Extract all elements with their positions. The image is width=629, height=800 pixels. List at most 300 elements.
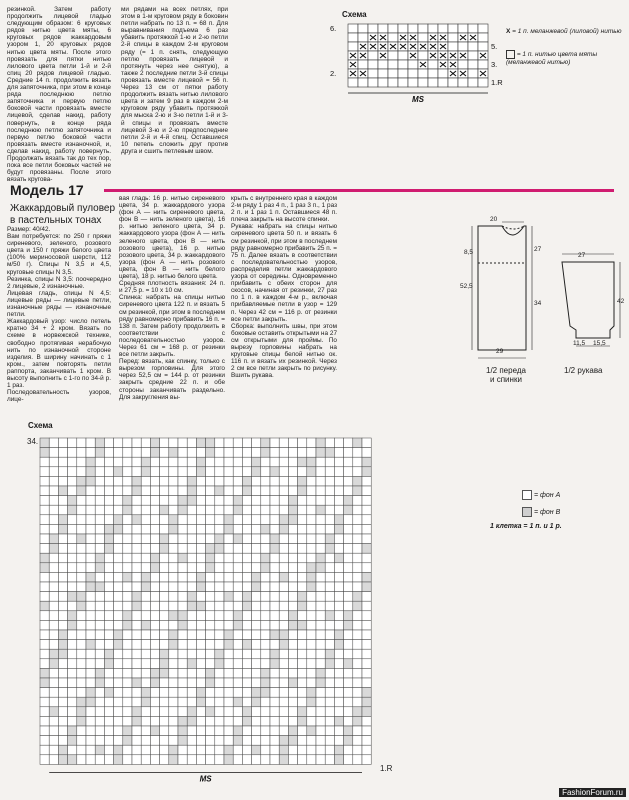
jacquard-cell: [123, 534, 132, 544]
jacquard-cell: [68, 640, 77, 650]
jacquard-cell: [49, 448, 58, 458]
jacquard-cell: [104, 505, 113, 515]
jacquard-cell: [40, 544, 49, 554]
jacquard-cell: [307, 736, 316, 746]
jacquard-cell: [242, 448, 251, 458]
front-back-caption: 1/2 переда и спинки: [486, 366, 526, 384]
jacquard-cell: [77, 467, 86, 477]
jacquard-cell: [353, 438, 362, 448]
jacquard-cell: [178, 697, 187, 707]
top-scheme-cell: [388, 24, 398, 33]
jacquard-cell: [334, 563, 343, 573]
jacquard-cell: [169, 467, 178, 477]
jacquard-cell: [334, 659, 343, 669]
jacquard-cell: [40, 496, 49, 506]
jacquard-cell: [279, 582, 288, 592]
jacquard-cell: [334, 668, 343, 678]
jacquard-cell: [316, 544, 325, 554]
jacquard-cell: [288, 649, 297, 659]
jacquard-cell: [325, 601, 334, 611]
jacquard-cell: [288, 592, 297, 602]
top-scheme-cell: [398, 78, 408, 87]
jacquard-cell: [150, 649, 159, 659]
jacquard-cell: [233, 659, 242, 669]
jacquard-cell: [104, 688, 113, 698]
jacquard-cell: [288, 534, 297, 544]
jacquard-cell: [288, 630, 297, 640]
jacquard-cell: [270, 678, 279, 688]
jacquard-cell: [353, 496, 362, 506]
top-scheme-cell: [448, 24, 458, 33]
jacquard-cell: [141, 496, 150, 506]
jacquard-cell: [86, 707, 95, 717]
jacquard-cell: [178, 745, 187, 755]
jacquard-cell: [298, 515, 307, 525]
jacquard-cell: [316, 572, 325, 582]
jacquard-cell: [160, 601, 169, 611]
jacquard-cell: [58, 688, 67, 698]
jacquard-cell: [334, 515, 343, 525]
jacquard-cell: [160, 524, 169, 534]
jacquard-cell: [270, 524, 279, 534]
jacquard-cell: [307, 534, 316, 544]
jacquard-cell: [77, 726, 86, 736]
jacquard-cell: [252, 640, 261, 650]
jacquard-cell: [362, 505, 371, 515]
top-scheme-cell: [358, 78, 368, 87]
jacquard-cell: [150, 745, 159, 755]
jacquard-cell: [288, 544, 297, 554]
jacquard-cell: [169, 640, 178, 650]
jacquard-cell: [141, 467, 150, 477]
jacquard-cell: [187, 448, 196, 458]
jacquard-cell: [40, 515, 49, 525]
jacquard-cell: [224, 688, 233, 698]
jacquard-cell: [288, 457, 297, 467]
jacquard-cell: [187, 678, 196, 688]
jacquard-cell: [114, 688, 123, 698]
jacquard-cell: [58, 438, 67, 448]
jacquard-cell: [68, 745, 77, 755]
x-symbol-icon: X: [506, 28, 511, 35]
jacquard-cell: [362, 592, 371, 602]
jacquard-cell: [86, 736, 95, 746]
jacquard-cell: [58, 563, 67, 573]
jacquard-cell: [141, 678, 150, 688]
jacquard-cell: [95, 688, 104, 698]
jacquard-cell: [215, 563, 224, 573]
jacquard-cell: [270, 716, 279, 726]
jacquard-cell: [40, 467, 49, 477]
jacquard-cell: [141, 505, 150, 515]
jacquard-cell: [307, 563, 316, 573]
jacquard-cell: [123, 716, 132, 726]
jacquard-cell: [279, 496, 288, 506]
jacquard-cell: [362, 438, 371, 448]
jacquard-cell: [160, 697, 169, 707]
jacquard-cell: [77, 563, 86, 573]
jacquard-cell: [261, 736, 270, 746]
jacquard-cell: [298, 726, 307, 736]
jacquard-cell: [233, 755, 242, 765]
jacquard-cell: [206, 601, 215, 611]
jacquard-cell: [150, 620, 159, 630]
jacquard-cell: [270, 601, 279, 611]
jacquard-cell: [123, 688, 132, 698]
jacquard-cell: [242, 524, 251, 534]
jacquard-cell: [187, 438, 196, 448]
jacquard-cell: [233, 716, 242, 726]
jacquard-cell: [334, 726, 343, 736]
jacquard-cell: [307, 755, 316, 765]
jacquard-cell: [40, 659, 49, 669]
jacquard-cell: [141, 659, 150, 669]
jacquard-cell: [242, 736, 251, 746]
jacquard-cell: [307, 582, 316, 592]
jacquard-cell: [95, 534, 104, 544]
top-scheme-cell: [468, 51, 478, 60]
jacquard-cell: [344, 726, 353, 736]
jacquard-cell: [123, 553, 132, 563]
jacquard-cell: [344, 707, 353, 717]
jacquard-cell: [353, 563, 362, 573]
jacquard-cell: [178, 563, 187, 573]
jacquard-cell: [178, 534, 187, 544]
jacquard-cell: [49, 659, 58, 669]
jacquard-cell: [77, 697, 86, 707]
jacquard-cell: [353, 688, 362, 698]
jacquard-cell: [187, 582, 196, 592]
jacquard-cell: [344, 448, 353, 458]
top-scheme-cell: [478, 78, 488, 87]
jacquard-cell: [344, 697, 353, 707]
jacquard-cell: [77, 448, 86, 458]
jacquard-cell: [252, 630, 261, 640]
jacquard-cell: [242, 755, 251, 765]
jacquard-cell: [298, 544, 307, 554]
jacquard-cell: [307, 467, 316, 477]
legend-cell: 1 клетка = 1 п. и 1 р.: [490, 523, 562, 530]
top-scheme-cell: [458, 24, 468, 33]
jacquard-cell: [261, 438, 270, 448]
jacquard-cell: [206, 716, 215, 726]
jacquard-cell: [114, 668, 123, 678]
jacquard-cell: [86, 563, 95, 573]
jacquard-cell: [95, 745, 104, 755]
jacquard-cell: [114, 755, 123, 765]
jacquard-cell: [132, 697, 141, 707]
jacquard-cell: [104, 620, 113, 630]
jacquard-cell: [353, 457, 362, 467]
jacquard-cell: [252, 572, 261, 582]
jacquard-cell: [224, 496, 233, 506]
jacquard-cell: [206, 476, 215, 486]
jacquard-cell: [104, 438, 113, 448]
jacquard-cell: [233, 553, 242, 563]
jacquard-cell: [344, 736, 353, 746]
top-legend-x-text: = 1 п. меланжевой (лиловой) нитью: [512, 28, 622, 35]
jacquard-cell: [196, 668, 205, 678]
jacquard-cell: [160, 659, 169, 669]
jacquard-cell: [123, 496, 132, 506]
jacquard-cell: [196, 515, 205, 525]
jacquard-cell: [95, 592, 104, 602]
jacquard-cell: [104, 496, 113, 506]
jacquard-cell: [95, 496, 104, 506]
jacquard-cell: [169, 457, 178, 467]
jacquard-cell: [233, 668, 242, 678]
jacquard-cell: [58, 544, 67, 554]
jacquard-cell: [316, 611, 325, 621]
jacquard-cell: [160, 688, 169, 698]
jacquard-cell: [298, 640, 307, 650]
jacquard-cell: [334, 486, 343, 496]
jacquard-cell: [362, 582, 371, 592]
jacquard-cell: [49, 476, 58, 486]
top-scheme-cell: [468, 42, 478, 51]
jacquard-cell: [150, 496, 159, 506]
jacquard-cell: [261, 755, 270, 765]
top-scheme-row-label: 2.: [330, 69, 337, 78]
jacquard-cell: [178, 467, 187, 477]
jacquard-cell: [362, 448, 371, 458]
jacquard-cell: [224, 649, 233, 659]
jacquard-cell: [132, 563, 141, 573]
jacquard-cell: [132, 534, 141, 544]
jacquard-cell: [114, 582, 123, 592]
jacquard-cell: [178, 496, 187, 506]
dim-width: 29: [496, 348, 504, 355]
jacquard-cell: [150, 640, 159, 650]
jacquard-cell: [49, 496, 58, 506]
jacquard-cell: [40, 486, 49, 496]
jacquard-cell: [252, 438, 261, 448]
jacquard-cell: [353, 668, 362, 678]
bottom-row-bottom: 1.R: [380, 764, 393, 773]
jacquard-cell: [150, 476, 159, 486]
jacquard-cell: [178, 601, 187, 611]
jacquard-cell: [325, 611, 334, 621]
sleeve-dim-cuff-a: 11,5: [573, 340, 586, 347]
jacquard-cell: [77, 534, 86, 544]
jacquard-cell: [178, 640, 187, 650]
jacquard-cell: [270, 620, 279, 630]
jacquard-cell: [169, 553, 178, 563]
jacquard-cell: [95, 448, 104, 458]
jacquard-cell: [114, 524, 123, 534]
jacquard-cell: [68, 572, 77, 582]
jacquard-cell: [169, 726, 178, 736]
jacquard-cell: [215, 601, 224, 611]
jacquard-cell: [114, 601, 123, 611]
jacquard-cell: [160, 745, 169, 755]
jacquard-cell: [316, 563, 325, 573]
jacquard-cell: [77, 611, 86, 621]
jacquard-cell: [196, 649, 205, 659]
jacquard-cell: [68, 457, 77, 467]
top-legend-x: [506, 28, 624, 35]
top-scheme-cell: [388, 69, 398, 78]
jacquard-cell: [353, 582, 362, 592]
jacquard-cell: [334, 620, 343, 630]
jacquard-cell: [325, 745, 334, 755]
jacquard-cell: [279, 736, 288, 746]
jacquard-cell: [178, 476, 187, 486]
jacquard-cell: [362, 697, 371, 707]
jacquard-cell: [261, 582, 270, 592]
top-scheme-cell: [398, 60, 408, 69]
jacquard-cell: [196, 534, 205, 544]
jacquard-cell: [242, 438, 251, 448]
text-column-2: вая гладь: 16 р. нитью сиреневого цвета, 34 р. жаккардового узора (фон А — нить сиреневого цвета, фон В — нить зеленого цвета), 16 р. нитью зеленого цвета, 34 р. жаккардового узора (фон А — нить зеленого цвета, фон В — нить розового цвета), 16 р. нитью розового цвета, 34 р. жаккардового узора (фон А — нить розового цвета, фон В — нить белого цвета), 18 р. нитью белого цвета. Средняя плотность вязания: 24 п. и 27,5 р. = 10 х 10 см. Спинка: набрать на спицы нитью сиреневого цвета 122 п. и вязать 5 см резинкой, при этом в последнем ряду равномерно прибавить 16 п. = 138 п. Затем работу продолжить в соответствии с последовательностью узоров. Через 61 см = 168 р. от резинки все петли закрыть. Перед: вязать, как спинку, только с вырезом горловины. Для этого через 52,5 см = 144 р. от резинки закрыть средние 22 п. и обе стороны заканчивать раздельно. Для закругления вы-: [119, 195, 225, 401]
jacquard-cell: [224, 524, 233, 534]
jacquard-cell: [58, 640, 67, 650]
jacquard-cell: [325, 688, 334, 698]
top-scheme-cell: [408, 60, 418, 69]
jacquard-cell: [86, 668, 95, 678]
jacquard-cell: [252, 476, 261, 486]
jacquard-cell: [49, 697, 58, 707]
jacquard-cell: [49, 678, 58, 688]
jacquard-cell: [362, 620, 371, 630]
jacquard-cell: [150, 707, 159, 717]
jacquard-cell: [141, 726, 150, 736]
jacquard-cell: [298, 572, 307, 582]
jacquard-cell: [353, 640, 362, 650]
jacquard-cell: [279, 572, 288, 582]
jacquard-cell: [233, 563, 242, 573]
jacquard-cell: [325, 515, 334, 525]
jacquard-cell: [270, 448, 279, 458]
jacquard-cell: [242, 534, 251, 544]
jacquard-cell: [40, 755, 49, 765]
jacquard-cell: [86, 688, 95, 698]
jacquard-cell: [334, 755, 343, 765]
jacquard-cell: [252, 755, 261, 765]
jacquard-cell: [233, 697, 242, 707]
jacquard-cell: [288, 688, 297, 698]
jacquard-cell: [150, 515, 159, 525]
jacquard-cell: [242, 582, 251, 592]
jacquard-cell: [261, 611, 270, 621]
jacquard-cell: [224, 544, 233, 554]
jacquard-cell: [68, 515, 77, 525]
jacquard-cell: [160, 707, 169, 717]
jacquard-cell: [95, 716, 104, 726]
top-scheme-cell: [358, 24, 368, 33]
jacquard-cell: [334, 572, 343, 582]
jacquard-cell: [316, 688, 325, 698]
jacquard-cell: [353, 476, 362, 486]
jacquard-cell: [95, 649, 104, 659]
jacquard-cell: [95, 620, 104, 630]
jacquard-cell: [86, 716, 95, 726]
jacquard-cell: [178, 620, 187, 630]
jacquard-cell: [196, 716, 205, 726]
jacquard-cell: [58, 726, 67, 736]
jacquard-cell: [353, 678, 362, 688]
jacquard-cell: [178, 716, 187, 726]
top-scheme-cell: [478, 42, 488, 51]
jacquard-cell: [334, 678, 343, 688]
jacquard-cell: [196, 601, 205, 611]
jacquard-cell: [233, 496, 242, 506]
jacquard-cell: [362, 726, 371, 736]
jacquard-cell: [233, 620, 242, 630]
top-scheme-cell: [398, 69, 408, 78]
jacquard-cell: [344, 476, 353, 486]
jacquard-cell: [169, 544, 178, 554]
top-scheme-cell: [368, 78, 378, 87]
jacquard-cell: [215, 611, 224, 621]
jacquard-cell: [150, 659, 159, 669]
jacquard-cell: [40, 505, 49, 515]
jacquard-cell: [362, 745, 371, 755]
jacquard-cell: [325, 553, 334, 563]
jacquard-cell: [288, 678, 297, 688]
jacquard-cell: [132, 601, 141, 611]
jacquard-cell: [353, 601, 362, 611]
jacquard-cell: [233, 572, 242, 582]
jacquard-cell: [150, 467, 159, 477]
jacquard-cell: [58, 649, 67, 659]
jacquard-cell: [279, 688, 288, 698]
jacquard-cell: [86, 448, 95, 458]
jacquard-cell: [334, 640, 343, 650]
jacquard-cell: [242, 620, 251, 630]
jacquard-cell: [353, 448, 362, 458]
jacquard-cell: [123, 620, 132, 630]
jacquard-cell: [252, 649, 261, 659]
jacquard-cell: [169, 438, 178, 448]
jacquard-cell: [77, 736, 86, 746]
jacquard-cell: [178, 592, 187, 602]
jacquard-cell: [77, 524, 86, 534]
jacquard-cell: [49, 544, 58, 554]
jacquard-cell: [40, 534, 49, 544]
jacquard-cell: [104, 755, 113, 765]
jacquard-cell: [104, 544, 113, 554]
jacquard-cell: [325, 707, 334, 717]
jacquard-cell: [298, 563, 307, 573]
jacquard-cell: [334, 688, 343, 698]
jacquard-cell: [206, 640, 215, 650]
top-legend-empty: [506, 50, 624, 66]
jacquard-cell: [49, 688, 58, 698]
jacquard-cell: [68, 678, 77, 688]
jacquard-cell: [353, 467, 362, 477]
jacquard-cell: [224, 620, 233, 630]
jacquard-cell: [334, 736, 343, 746]
jacquard-cell: [261, 524, 270, 534]
jacquard-cell: [178, 726, 187, 736]
jacquard-cell: [68, 649, 77, 659]
jacquard-cell: [77, 505, 86, 515]
jacquard-cell: [242, 467, 251, 477]
jacquard-cell: [49, 553, 58, 563]
jacquard-cell: [40, 457, 49, 467]
jacquard-cell: [233, 524, 242, 534]
jacquard-cell: [95, 438, 104, 448]
jacquard-cell: [215, 755, 224, 765]
jacquard-cell: [325, 476, 334, 486]
jacquard-cell: [206, 486, 215, 496]
jacquard-cell: [344, 457, 353, 467]
jacquard-cell: [178, 544, 187, 554]
jacquard-cell: [353, 736, 362, 746]
jacquard-cell: [279, 726, 288, 736]
jacquard-cell: [270, 755, 279, 765]
